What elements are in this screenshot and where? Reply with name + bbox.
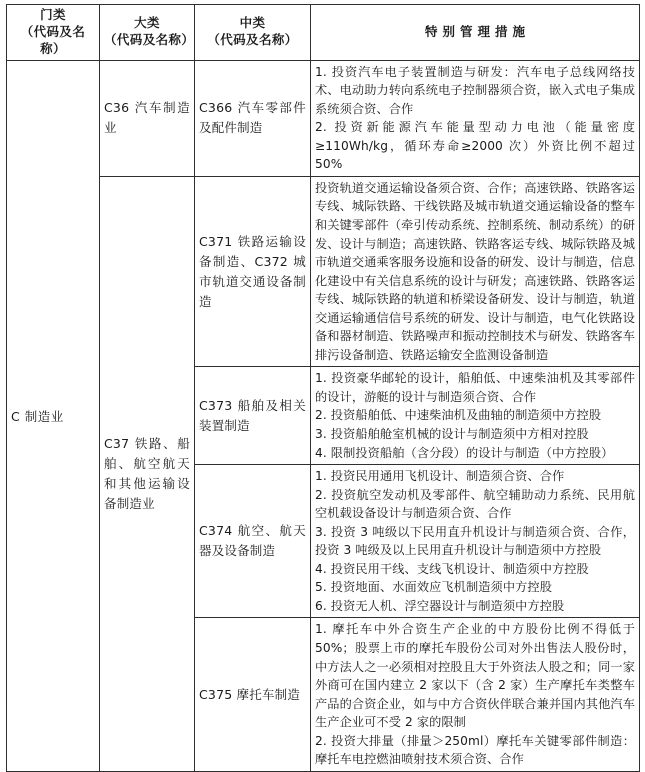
- measure-item: 2. 投资新能源汽车能量型动力电池（能量密度≥110Wh/kg，循环寿命≥2000 次）外资比例不超过 50%: [315, 120, 635, 172]
- column-header-zhonglei-title: 中类: [239, 15, 266, 31]
- special-management-measures-table: [6, 4, 640, 772]
- table-row: [7, 60, 640, 176]
- measure-item: 3. 投资船舶舱室机械的设计与制造须中方相对控股: [315, 427, 589, 442]
- column-header-menlei-subtitle: （代码及名称）: [20, 23, 86, 56]
- cell-zhonglei-c373: C373 船舶及相关装置制造: [195, 367, 311, 465]
- measure-item: 2. 投资大排量（排量＞250ml）摩托车关键零部件制造：摩托车电控燃油喷射技术须合资、合作: [315, 733, 635, 767]
- cell-menlei-manufacturing: C 制造业: [7, 60, 100, 771]
- measure-item: 1. 摩托车中外合资生产企业的中方股份比例不得低于 50%；股票上市的摩托车股份公司对外出售法人股份时，中方法人之一必须相对控股且大于外资法人股之和；同一家外商可在国内建立 2 家以下（含 2 家）生产摩托车类整车产品的合资企业，如与中方合资伙伴联合兼并国内其他汽车生产企业可不受 2 家的限制: [315, 622, 635, 730]
- cell-dalei-c37: C37 铁路、船舶、航空航天和其他运输设备制造业: [100, 176, 195, 771]
- cell-dalei-c36: C36 汽车制造业: [100, 60, 195, 176]
- measure-item: 5. 投资地面、水面效应飞机制造须中方控股: [315, 580, 552, 595]
- cell-measures-c366: [311, 60, 640, 176]
- measure-item: 2. 投资航空发动机及零部件、航空辅助动力系统、民用航空机载设备设计与制造须合资、合作: [315, 487, 635, 521]
- measure-item: 投资轨道交通运输设备须合资、合作；高速铁路、铁路客运专线、城际铁路、干线铁路及城市轨道交通运输设备的整车和关键零部件（牵引传动系统、控制系统、制动系统）的研发、设计与制造；高速铁路、铁路客运专线、城际铁路及城市轨道交通乘客服务设施和设备的研发、设计与制造，信息化建设中有关信息系统的设计与研发；高速铁路、铁路客运专线、城际铁路的轨道和桥梁设备研发、设计与制造，轨道交通运输通信信号系统的研发、设计与制造，电气化铁路设备和器材制造、铁路噪声和振动控制技术与研发、铁路客车排污设备制造、铁路运输安全监测设备制造: [315, 180, 635, 362]
- cell-measures-c371-c372: [311, 176, 640, 366]
- cell-zhonglei-c375: C375 摩托车制造: [195, 618, 311, 771]
- cell-measures-c374: [311, 465, 640, 618]
- cell-zhonglei-c366: C366 汽车零部件及配件制造: [195, 60, 311, 176]
- column-header-menlei: [7, 5, 100, 61]
- table-body: [7, 60, 640, 771]
- header-row: [7, 5, 640, 61]
- column-header-dalei-subtitle: （代码及名称）: [104, 32, 195, 48]
- measure-item: 6. 投资无人机、浮空器设计与制造须中方控股: [315, 598, 565, 613]
- column-header-zhonglei-subtitle: （代码及名称）: [207, 32, 298, 48]
- measure-item: 1. 投资豪华邮轮的设计，船舶低、中速柴油机及其零部件的设计，游艇的设计与制造须合资、合作: [315, 371, 635, 404]
- measure-item: 2. 投资船舶低、中速柴油机及曲轴的制造须中方控股: [315, 408, 602, 423]
- cell-zhonglei-c374: C374 航空、航天器及设备制造: [195, 465, 311, 618]
- column-header-dalei-title: 大类: [134, 15, 160, 31]
- column-header-dalei: [100, 5, 195, 61]
- column-header-measures: 特别管理措施: [311, 5, 640, 61]
- cell-measures-c375: [311, 618, 640, 771]
- table-row: [7, 176, 640, 366]
- measure-item: 1. 投资民用通用飞机设计、制造须合资、合作: [315, 469, 565, 484]
- table-header: [7, 5, 640, 61]
- column-header-zhonglei: [195, 5, 311, 61]
- column-header-menlei-title: 门类: [40, 7, 66, 22]
- cell-measures-c373: [311, 367, 640, 465]
- measure-item: 4. 投资民用干线、支线飞机设计、制造须中方控股: [315, 561, 589, 576]
- measure-item: 4. 限制投资船舶（含分段）的设计与制造（中方控股）: [315, 445, 614, 460]
- measure-item: 3. 投资 3 吨级以下民用直升机设计与制造须合资、合作，投资 3 吨级及以上民用直升机设计与制造须中方控股: [315, 524, 635, 558]
- cell-zhonglei-c371-c372: C371 铁路运输设备制造、C372 城市轨道交通设备制造: [195, 176, 311, 366]
- measure-item: 1. 投资汽车电子装置制造与研发：汽车电子总线网络技术、电动助力转向系统电子控制器须合资，嵌入式电子集成系统须合资、合作: [315, 64, 635, 116]
